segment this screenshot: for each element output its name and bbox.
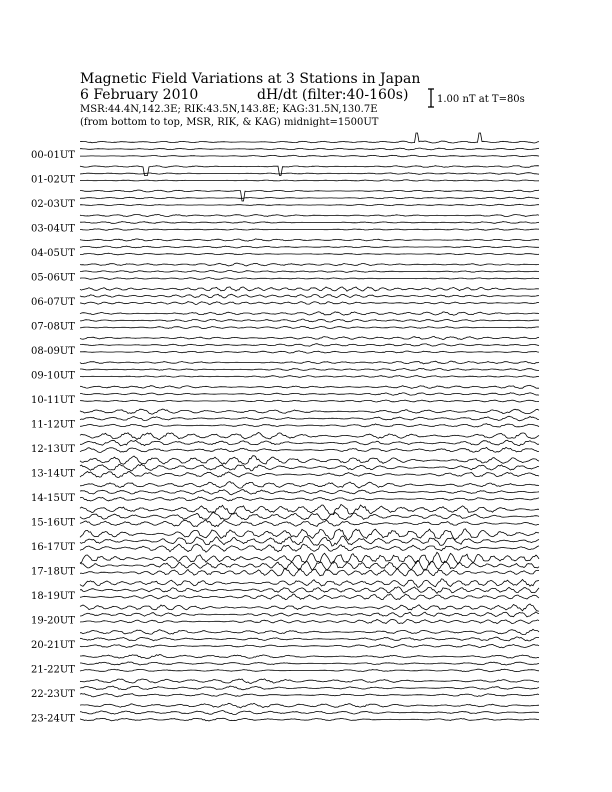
trace-rik-19-20ut xyxy=(80,612,539,617)
trace-kag-14-15ut xyxy=(80,482,539,489)
row-label-06-07ut: 06-07UT xyxy=(31,297,75,308)
trace-rik-06-07ut xyxy=(80,294,539,298)
chart-title: Magnetic Field Variations at 3 Stations in Japan xyxy=(80,71,421,87)
trace-kag-18-19ut xyxy=(80,579,539,587)
row-label-03-04ut: 03-04UT xyxy=(31,223,75,235)
row-label-08-09ut: 08-09UT xyxy=(31,346,75,357)
chart-date: 6 February 2010 xyxy=(80,87,199,103)
trace-rik-09-10ut xyxy=(80,368,539,370)
row-label-07-08ut: 07-08UT xyxy=(31,321,75,333)
trace-rik-05-06ut xyxy=(80,271,539,273)
trace-rik-10-11ut xyxy=(80,393,539,396)
trace-kag-10-11ut xyxy=(80,385,539,388)
row-label-20-21ut: 20-21UT xyxy=(31,640,75,651)
trace-rik-08-09ut xyxy=(80,344,539,347)
trace-kag-01-02ut xyxy=(80,166,539,176)
trace-msr-15-16ut xyxy=(80,520,539,527)
trace-msr-01-02ut xyxy=(80,180,539,181)
trace-kag-20-21ut xyxy=(80,629,539,634)
trace-msr-11-12ut xyxy=(80,424,539,427)
trace-rik-03-04ut xyxy=(80,222,539,224)
chart-quantity: dH/dt (filter:40-160s) xyxy=(257,87,409,103)
trace-msr-04-05ut xyxy=(80,253,539,255)
trace-kag-00-01ut xyxy=(80,133,539,143)
row-label-01-02ut: 01-02UT xyxy=(31,174,75,186)
station-coordinates: MSR:44.4N,142.3E; RIK:43.5N,143.8E; KAG:31.5N,130.7E xyxy=(80,104,378,115)
trace-kag-19-20ut xyxy=(80,604,539,611)
trace-kag-05-06ut xyxy=(80,263,539,266)
trace-msr-22-23ut xyxy=(80,694,539,697)
trace-kag-07-08ut xyxy=(80,312,539,315)
row-label-15-16ut: 15-16UT xyxy=(31,517,75,529)
trace-kag-08-09ut xyxy=(80,336,539,339)
trace-rik-02-03ut xyxy=(80,197,539,199)
trace-msr-07-08ut xyxy=(80,326,539,328)
trace-rik-23-24ut xyxy=(80,711,539,715)
trace-rik-20-21ut xyxy=(80,637,539,641)
trace-rik-16-17ut xyxy=(80,536,539,546)
trace-msr-16-17ut xyxy=(80,544,539,552)
trace-msr-20-21ut xyxy=(80,644,539,647)
row-label-11-12ut: 11-12UT xyxy=(31,419,75,431)
trace-rik-11-12ut xyxy=(80,416,539,421)
trace-kag-23-24ut xyxy=(80,703,539,708)
trace-rik-22-23ut xyxy=(80,686,539,690)
trace-msr-12-13ut xyxy=(80,447,539,452)
trace-msr-05-06ut xyxy=(80,278,539,280)
trace-kag-22-23ut xyxy=(80,679,539,684)
row-label-16-17ut: 16-17UT xyxy=(31,542,75,553)
trace-rik-18-19ut xyxy=(80,587,539,594)
row-label-02-03ut: 02-03UT xyxy=(31,199,75,210)
trace-msr-14-15ut xyxy=(80,497,539,501)
row-label-18-19ut: 18-19UT xyxy=(31,591,75,602)
row-label-04-05ut: 04-05UT xyxy=(31,248,75,259)
trace-msr-17-18ut xyxy=(80,568,539,576)
row-label-09-10ut: 09-10UT xyxy=(31,370,75,382)
trace-kag-02-03ut xyxy=(80,190,539,201)
trace-rik-21-22ut xyxy=(80,662,539,665)
scale-label: 1.00 nT at T=80s xyxy=(437,94,525,105)
trace-kag-13-14ut xyxy=(80,456,539,465)
trace-kag-21-22ut xyxy=(80,655,539,659)
trace-kag-11-12ut xyxy=(80,409,539,414)
trace-rik-00-01ut xyxy=(80,148,539,150)
row-label-14-15ut: 14-15UT xyxy=(31,493,75,504)
row-label-12-13ut: 12-13UT xyxy=(31,444,75,455)
trace-msr-21-22ut xyxy=(80,669,539,672)
trace-kag-04-05ut xyxy=(80,239,539,241)
row-label-05-06ut: 05-06UT xyxy=(31,272,75,284)
trace-rik-07-08ut xyxy=(80,319,539,322)
row-label-22-23ut: 22-23UT xyxy=(31,689,75,700)
trace-msr-09-10ut xyxy=(80,376,539,378)
row-label-13-14ut: 13-14UT xyxy=(31,468,75,480)
trace-msr-06-07ut xyxy=(80,302,539,305)
row-label-19-20ut: 19-20UT xyxy=(31,615,75,627)
row-label-23-24ut: 23-24UT xyxy=(31,713,75,725)
trace-rik-04-05ut xyxy=(80,246,539,248)
trace-kag-06-07ut xyxy=(80,287,539,291)
trace-rik-12-13ut xyxy=(80,440,539,446)
trace-kag-12-13ut xyxy=(80,433,539,440)
trace-msr-10-11ut xyxy=(80,400,539,402)
row-label-21-22ut: 21-22UT xyxy=(31,664,75,676)
trace-kag-03-04ut xyxy=(80,215,539,217)
trace-msr-03-04ut xyxy=(80,229,539,230)
trace-rik-13-14ut xyxy=(80,464,539,471)
trace-msr-19-20ut xyxy=(80,620,539,624)
trace-msr-00-01ut xyxy=(80,155,539,156)
trace-kag-15-16ut xyxy=(80,504,539,514)
trace-msr-13-14ut xyxy=(80,472,539,478)
row-label-00-01ut: 00-01UT xyxy=(31,150,75,161)
trace-rik-15-16ut xyxy=(80,512,539,520)
trace-rik-14-15ut xyxy=(80,490,539,495)
trace-rik-17-18ut xyxy=(80,561,539,570)
row-label-17-18ut: 17-18UT xyxy=(31,566,75,578)
trace-msr-23-24ut xyxy=(80,718,539,721)
trace-msr-02-03ut xyxy=(80,204,539,205)
trace-msr-08-09ut xyxy=(80,351,539,353)
trace-rik-01-02ut xyxy=(80,173,539,175)
trace-kag-09-10ut xyxy=(80,361,539,364)
station-order-note: (from bottom to top, MSR, RIK, & KAG) midnight=1500UT xyxy=(80,117,379,128)
trace-msr-18-19ut xyxy=(80,594,539,600)
trace-kag-17-18ut xyxy=(80,552,539,564)
scale-bar xyxy=(428,89,434,107)
row-label-10-11ut: 10-11UT xyxy=(31,395,75,406)
